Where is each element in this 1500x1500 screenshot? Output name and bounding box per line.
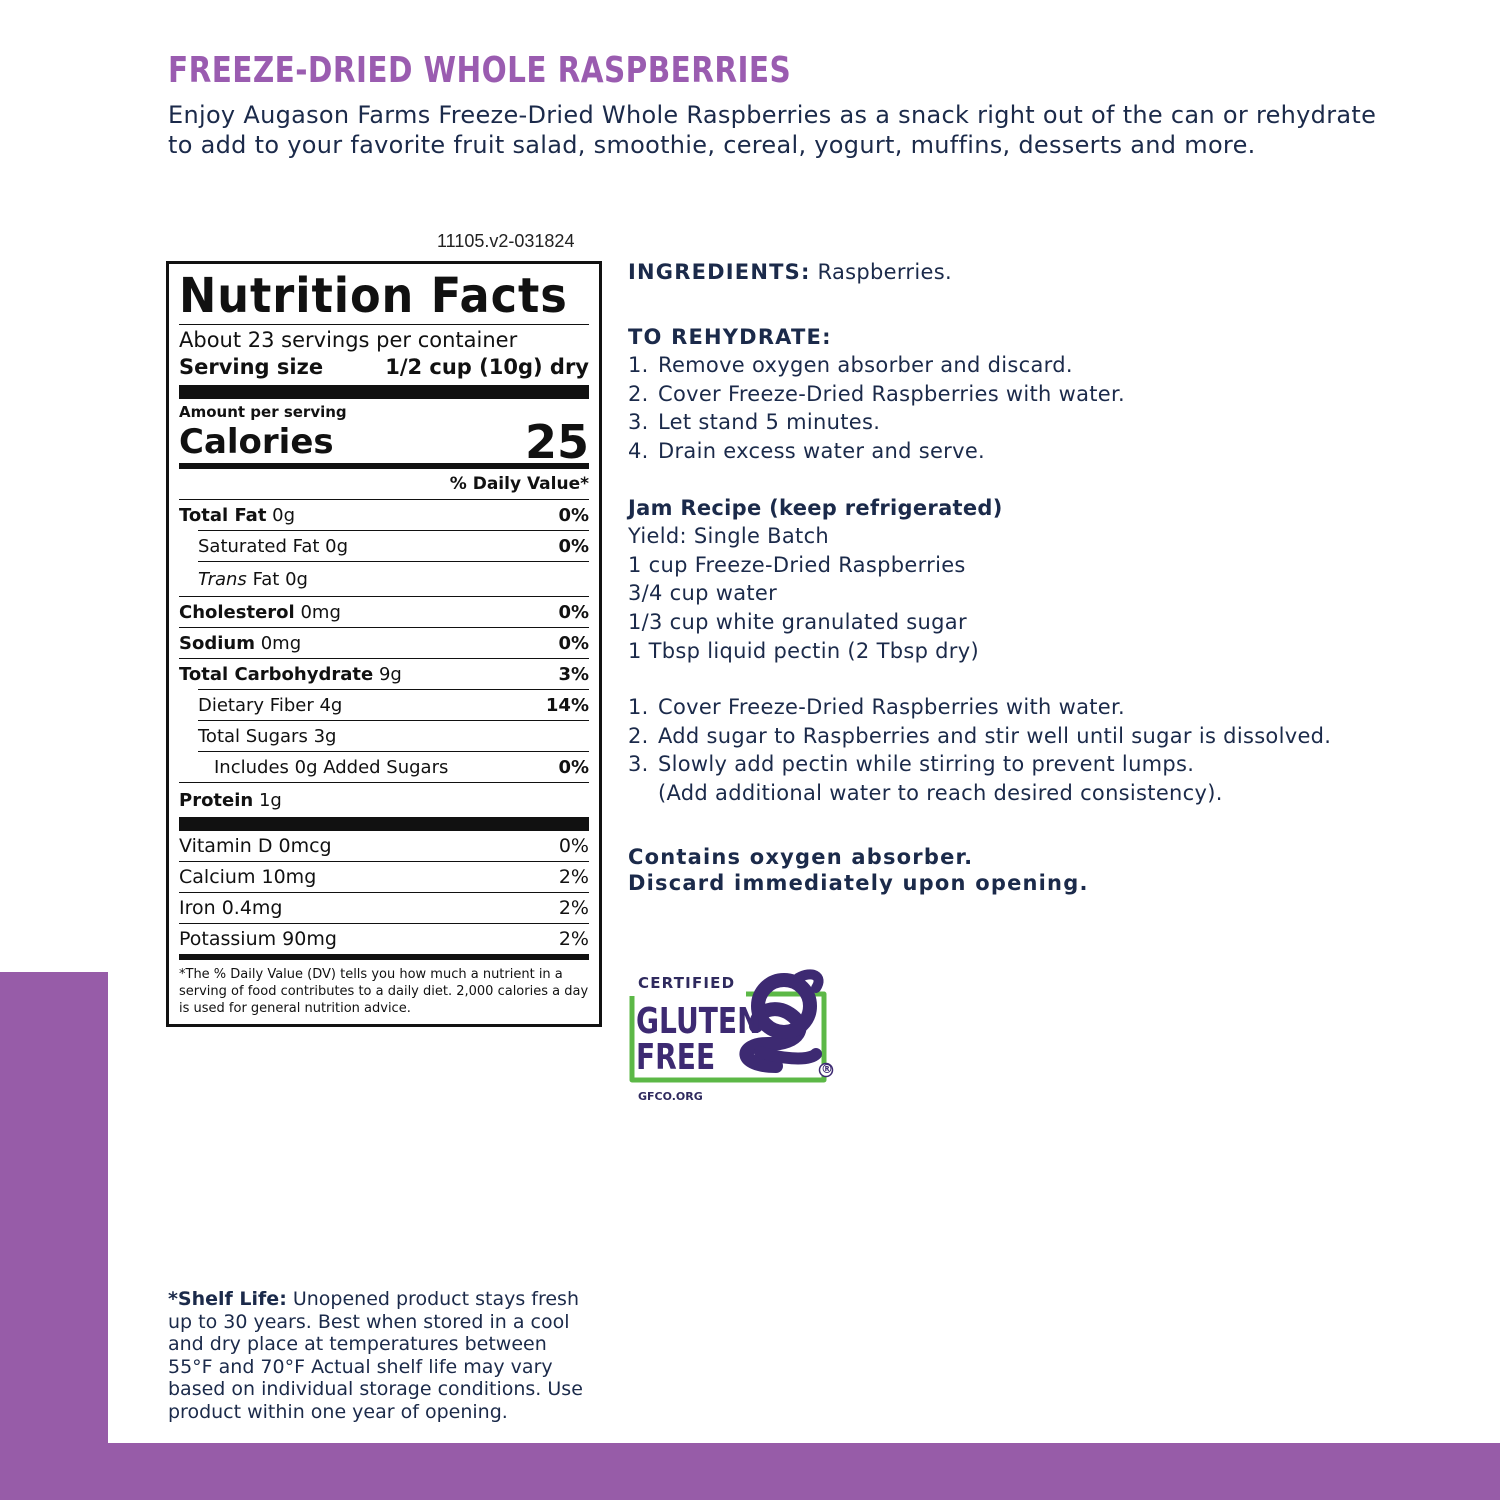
shelf-life-note [168,1288,588,1423]
nutrient-amount: 9g [378,663,402,685]
step-text: Drain excess water and serve. [658,438,986,463]
vitamin-row-vitamin-d [179,831,589,861]
nutrient-dv: 0% [558,504,589,526]
rehydrate-step: 1. Remove oxygen absorber and discard. [628,351,1388,380]
nutrient-amount: 0mg [300,601,341,623]
version-code: 11105.v2-031824 [437,231,575,251]
nutrient-row-total-fat [179,499,589,530]
step-text: Cover Freeze-Dried Raspberries with water. [658,381,1126,406]
nutrient-amount: 0g [285,568,308,590]
ingredients-line [628,258,1388,287]
nutrient-amount: 0mg [260,632,302,654]
purple-side-band [0,972,108,1500]
shelf-life-text: Unopened product stays fresh up to 30 years. Best when stored in a cool and dry place at temperatures between 55°F and 70°F Actual shelf life may vary based on individual storage conditions. Use product within one year of opening. [168,1288,583,1423]
nutrient-row-trans-fat [198,561,589,596]
calories-value: 25 [524,415,589,469]
vitamin-label: Calcium 10mg [179,866,317,888]
nutrient-label: Includes 0g Added Sugars [214,756,449,778]
calories-label: Calories [179,422,334,462]
gluten-free-badge [628,966,838,1106]
jam-line: 3/4 cup water [628,581,778,606]
nutrient-amount: 3g [313,725,337,747]
nutrient-label-italic: Trans [198,568,247,590]
jam-line: Yield: Single Batch [628,524,830,549]
nutrition-facts-panel [166,261,602,1027]
daily-value-footnote: *The % Daily Value (DV) tells you how much a nutrient in a serving of food contributes to a daily diet. 2,000 calories a day is used for general nutrition advice. [179,967,589,1016]
nutrient-label: Saturated Fat [198,535,320,557]
step-text: Add sugar to Raspberries and stir well until sugar is dissolved. [658,723,1332,748]
vitamin-label: Iron 0.4mg [179,897,283,919]
vitamin-row-potassium [179,923,589,954]
ingredients-value: Raspberries. [817,260,952,284]
oxygen-warning-line2: Discard immediately upon opening. [628,870,1089,895]
serving-size-value: 1/2 cup (10g) dry [385,355,589,379]
divider [179,324,589,325]
vitamin-row-iron [179,892,589,923]
jam-line: 1 Tbsp liquid pectin (2 Tbsp dry) [628,638,979,663]
jam-line: 1 cup Freeze-Dried Raspberries [628,552,966,577]
badge-url-text: GFCO.ORG [638,1090,703,1103]
instructions-column [628,258,1388,896]
nutrient-row-added-sugars [198,751,589,782]
nutrient-amount: 4g [319,694,343,716]
nutrient-row-total-sugars [198,720,589,751]
nutrient-row-protein [179,782,589,817]
shelf-life-label: *Shelf Life: [168,1288,287,1310]
vitamin-dv: 2% [558,897,589,919]
jam-step-note [628,779,1388,808]
nutrient-row-saturated-fat [198,530,589,561]
calories-row [179,415,589,469]
badge-certified-text: CERTIFIED [638,974,736,992]
nutrient-label: Total Fat [179,504,267,526]
step-note-text: (Add additional water to reach desired consistency). [658,780,1223,805]
step-text: Let stand 5 minutes. [658,410,881,435]
nutrient-label: Dietary Fiber [198,694,314,716]
rehydrate-step: 3. Let stand 5 minutes. [628,408,1388,437]
product-title: FREEZE-DRIED WHOLE RASPBERRIES [168,50,792,91]
nutrient-amount: 0g [272,504,296,526]
nutrient-label: Total Sugars [198,725,308,747]
nutrient-label: Protein [179,789,254,811]
rehydrate-step: 2. Cover Freeze-Dried Raspberries with water. [628,380,1388,409]
serving-size-label: Serving size [179,355,324,379]
divider-thick [179,817,589,831]
divider-thick [179,385,589,399]
nutrient-label: Total Carbohydrate [179,663,374,685]
serving-size [179,353,589,381]
vitamin-dv: 2% [558,866,589,888]
nutrient-row-cholesterol [179,596,589,627]
product-intro: Enjoy Augason Farms Freeze-Dried Whole Raspberries as a snack right out of the can or rehydrate to add to your favorite fruit salad, smoothie, cereal, yogurt, muffins, desserts and more. [168,101,1377,159]
step-text: Remove oxygen absorber and discard. [658,353,1073,378]
step-text: Slowly add pectin while stirring to prevent lumps. [658,752,1195,777]
daily-value-header: % Daily Value* [449,474,589,494]
jam-line: 1/3 cup white granulated sugar [628,609,967,634]
nutrition-facts-title: Nutrition Facts [179,268,568,324]
nutrient-label: Cholesterol [179,601,295,623]
nutrient-dv: 0% [558,756,589,778]
purple-bottom-band [0,1443,1500,1500]
vitamin-label: Potassium 90mg [179,928,337,950]
servings-per-container: About 23 servings per container [179,328,518,352]
jam-step: 1. Cover Freeze-Dried Raspberries with water. [628,693,1388,722]
nutrient-label: Sodium [179,632,255,654]
jam-step: 3. Slowly add pectin while stirring to prevent lumps. [628,750,1388,779]
badge-free-text: FREE [636,1037,716,1078]
nutrient-amount: 0g [325,535,349,557]
badge-gluten-text: GLUTEN [636,1001,761,1042]
oxygen-warning-line1: Contains oxygen absorber. [628,844,974,869]
vitamin-row-calcium [179,861,589,892]
divider-medium [179,954,589,960]
step-text: Cover Freeze-Dried Raspberries with water. [658,695,1126,720]
rehydrate-step: 4. Drain excess water and serve. [628,437,1388,466]
rehydrate-heading: TO REHYDRATE: [628,324,832,349]
vitamin-dv: 0% [558,835,589,857]
nutrient-dv: 3% [558,663,589,685]
nutrient-row-dietary-fiber [198,689,589,720]
jam-step: 2. Add sugar to Raspberries and stir well until sugar is dissolved. [628,722,1388,751]
nutrient-dv: 0% [558,632,589,654]
vitamin-dv: 2% [558,928,589,950]
nutrient-row-total-carbohydrate [179,658,589,689]
ingredients-label: INGREDIENTS: [628,260,811,284]
registered-mark: ® [821,1062,833,1076]
jam-recipe-title: Jam Recipe (keep refrigerated) [628,495,1003,520]
nutrient-dv: 14% [545,694,589,716]
nutrient-amount: 1g [258,789,282,811]
vitamin-label: Vitamin D 0mcg [179,835,332,857]
amount-per-serving: Amount per serving [179,403,347,421]
nutrient-row-sodium [179,627,589,658]
nutrient-label: Fat [252,568,280,590]
nutrient-dv: 0% [558,535,589,557]
nutrient-dv: 0% [558,601,589,623]
